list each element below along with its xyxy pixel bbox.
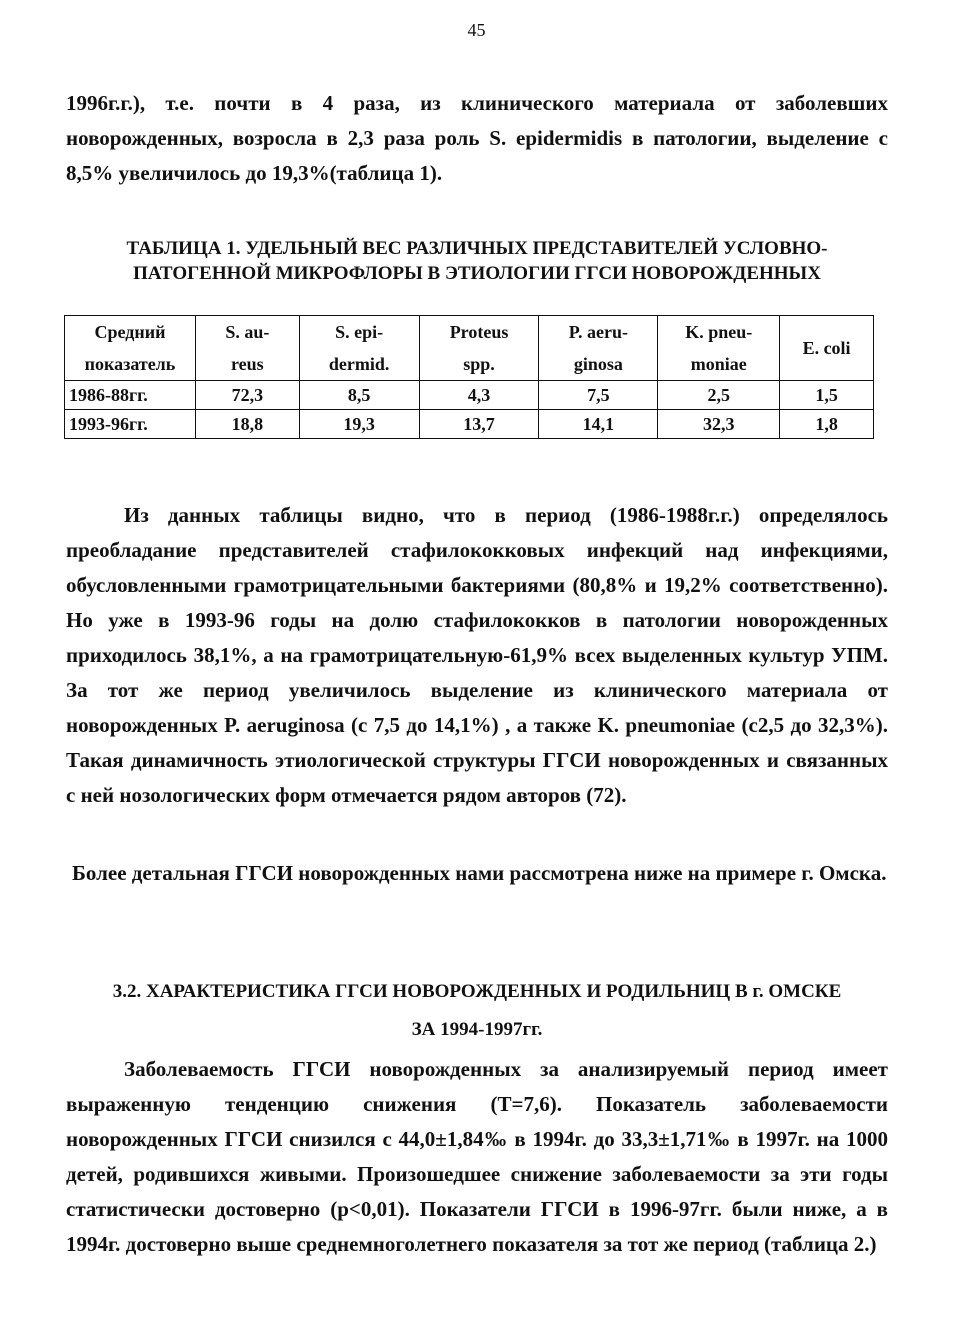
header-cell-e-coli: E. coli — [780, 316, 874, 381]
table-row — [65, 410, 874, 439]
table-cell: 18,8 — [195, 410, 299, 439]
table-cell: 7,5 — [539, 381, 658, 410]
page-number: 45 — [467, 20, 486, 40]
table-title-line-1: ТАБЛИЦА 1. УДЕЛЬНЫЙ ВЕС РАЗЛИЧНЫХ ПРЕДСТАВИТЕЛЕЙ УСЛОВНО- — [126, 238, 828, 259]
paragraph-intro: 1996г.г.), т.е. почти в 4 раза, из клинического материала от заболевших новорожденных, возросла в 2,3 раза роль S. epidermidis в патологии, выделение с 8,5% увеличилось до 19,3%(таблица 1). — [66, 91, 888, 185]
table-title-line-2: ПАТОГЕННОЙ МИКРОФЛОРЫ В ЭТИОЛОГИИ ГГСИ НОВОРОЖДЕННЫХ — [133, 263, 821, 284]
table-cell: 8,5 — [299, 381, 419, 410]
table-cell: 72,3 — [195, 381, 299, 410]
table-header-row — [65, 316, 874, 381]
header-cell-s-aureus: S. au- reus — [195, 316, 299, 381]
table-cell: 32,3 — [658, 410, 780, 439]
header-cell-s-epidermidis: S. epi- dermid. — [299, 316, 419, 381]
section-heading-line-1: 3.2. ХАРАКТЕРИСТИКА ГГСИ НОВОРОЖДЕННЫХ И РОДИЛЬНИЦ В г. ОМСКЕ — [112, 981, 842, 1002]
table-cell: 14,1 — [539, 410, 658, 439]
section-heading — [60, 973, 894, 1049]
table-cell: 2,5 — [658, 381, 780, 410]
header-cell-indicator: Средний показатель — [65, 316, 196, 381]
row-label: 1986-88гг. — [65, 381, 196, 410]
header-cell-proteus: Proteus spp. — [419, 316, 539, 381]
table-cell: 13,7 — [419, 410, 539, 439]
paragraph-table-analysis: Из данных таблицы видно, что в период (1986-1988г.г.) определялось преобладание представителей стафилококковых инфекций над инфекциями, обусловленными грамотрицательными бактериями (80,8% и 19,2% соответственно). Но уже в 1993-96 годы на долю стафилококков в патологии новорожденных приходилось 38,1%, а на грамотрицательную-61,9% всех выделенных культур УПМ. За тот же период увеличилось выделение из клинического материала от новорожденных P. aeruginosa (с 7,5 до 14,1%) , а также K. pneumoniae (с2,5 до 32,3%). Такая динамичность этиологической структуры ГГСИ новорожденных и связанных с ней нозологических форм отмечается рядом авторов (72). — [66, 503, 888, 807]
table-cell: 1,8 — [780, 410, 874, 439]
table-cell: 1,5 — [780, 381, 874, 410]
microflora-table — [64, 315, 874, 439]
header-cell-k-pneumoniae: K. pneu- moniae — [658, 316, 780, 381]
table-cell: 4,3 — [419, 381, 539, 410]
paragraph-omsk-intro: Более детальная ГГСИ новорожденных нами рассмотрена ниже на примере г. Омска. — [72, 861, 887, 885]
row-label: 1993-96гг. — [65, 410, 196, 439]
table-row — [65, 381, 874, 410]
section-heading-line-2: ЗА 1994-1997гг. — [411, 1019, 543, 1040]
paragraph-incidence: Заболеваемость ГГСИ новорожденных за анализируемый период имеет выраженную тенденцию снижения (Т=7,6). Показатель заболеваемости новорожденных ГГСИ снизился с 44,0±1,84‰ в 1994г. до 33,3±1,71‰ в 1997г. на 1000 детей, родившихся живыми. Произошедшее снижение заболеваемости за эти годы статистически достоверно (р<0,01). Показатели ГГСИ в 1996-97гг. были ниже, а в 1994г. достоверно выше среднемноголетнего показателя за тот же период (таблица 2.) — [66, 1057, 888, 1256]
table-cell: 19,3 — [299, 410, 419, 439]
header-cell-p-aeruginosa: P. aeru- ginosa — [539, 316, 658, 381]
table-title — [60, 236, 894, 286]
